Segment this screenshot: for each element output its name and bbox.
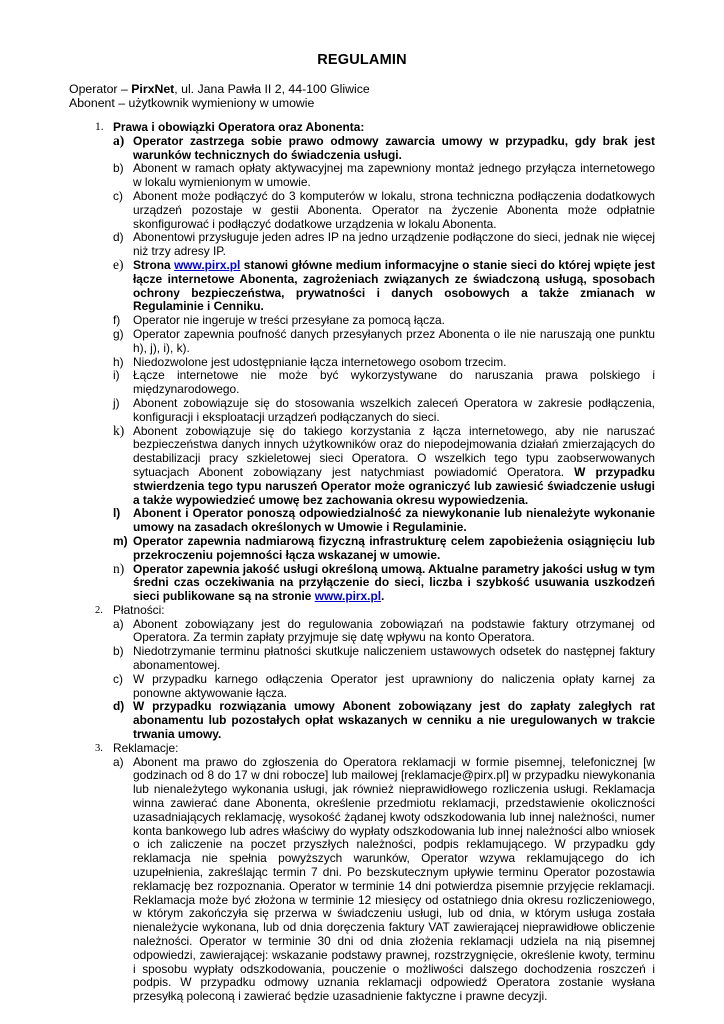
item-text: Abonent i Operator ponoszą odpowiedzialność za niewykonanie lub nienależyte wykonanie umowy na zasadach określonych w Umowie i Regulaminie. (133, 506, 655, 535)
item-label: n) (113, 560, 125, 576)
list-item (113, 397, 655, 425)
operator-line (69, 82, 370, 96)
item-text-post: . (381, 589, 385, 604)
section-title: Prawa i obowiązki Operatora oraz Abonenta: (113, 120, 365, 134)
item-label: a) (113, 616, 124, 631)
section-number: 3. (95, 742, 103, 754)
item-label: m) (113, 533, 128, 548)
list-item (113, 314, 655, 328)
page-title: REGULAMIN (317, 52, 407, 68)
item-text: Operator zapewnia poufność danych przesyłanych przez Abonenta o ile nie naruszają one punktu h), j), i), k). (133, 326, 655, 355)
item-text: Abonent zobowiązuje się do takiego korzystania z łącza internetowego, aby nie naruszać bezpieczeństwa danych innych użytkowników oraz do niepodejmowania działań zmierzających do destabilizacji pracy szkieletowej sieci Operatora. O wszelkich tego typu zaobserwowanych sytuacjach Abonent zobowiązany jest natychmiast powiadomić Operatora. (133, 423, 655, 479)
item-label: c) (113, 188, 123, 203)
item-text-pre: Operator zapewnia jakość usługi określoną umową. Aktualne parametry jakości usług w tym średni czas oczekiwania na przyłączenie do sieci, liczba i szybkość usuwania uszkodzeń sieci publikowane są na stronie (133, 561, 655, 604)
list-item (113, 162, 655, 190)
item-label: j) (113, 395, 120, 410)
list-item (113, 618, 655, 646)
list-item (113, 369, 655, 397)
section-number: 2. (95, 604, 103, 616)
list-item (113, 756, 655, 1004)
list-item (113, 356, 655, 370)
list-item (113, 231, 655, 259)
section-payments (69, 604, 655, 742)
section-complaints (69, 742, 655, 1004)
section-number: 1. (95, 121, 104, 133)
list-item (113, 132, 655, 163)
list-item (113, 256, 655, 314)
item-label: k) (113, 422, 125, 438)
list-item (113, 560, 655, 604)
item-text: W przypadku rozwiązania umowy Abonent zobowiązany jest do zapłaty zaległych rat abonamentu lub pozostałych opłat wskazanych w cenniku a nie uregulowanych w trakcie trwania umowy. (133, 699, 655, 742)
item-label: h) (113, 354, 124, 369)
regulations-list (69, 121, 655, 1004)
list-item (113, 507, 655, 535)
item-text: Łącze internetowe nie może być wykorzystywane do naruszania prawa polskiego i międzynarodowego. (133, 368, 655, 397)
item-text: Abonent ma prawo do zgłoszenia do Operatora reklamacji w formie pisemnej, telefonicznej [w godzinach od 8 do 17 w dni robocze] lub mailowej [reklamacje@pirx.pl] w przypadku niewykonania lub nienależytego wykonania usługi, jak również nieprawidłowego rozliczenia usługi. Reklamacja winna zawierać dane Abonenta, określenie przedmiotu reklamacji, przedstawienie okoliczności uzasadniających reklamację, wysokość żądanej kwoty odszkodowania lub innej należności, numer konta bankowego lub adres właściwy do wypłaty odszkodowania lub innej należności albo wniosek o ich zaliczenie na poczet przyszłych należności, podpis reklamującego. W przypadku gdy reklamacja nie spełnia powyższych warunków, Operator wzywa reklamującego do ich uzupełnienia, zakreślając termin 7 dni. Po bezskutecznym upływie terminu Operator pozostawia reklamację bez rozpoznania. Operator w terminie 14 dni potwierdza pisemnie przyjęcie reklamacji. Reklamacja może być złożona w terminie 12 miesięcy od ostatniego dnia okresu rozliczeniowego, w którym zakończyła się przerwa w świadczeniu usługi, lub od dnia, w którym usługa została nienależycie wykonana, lub od dnia doręczenia faktury VAT zawierającej nieprawidłowe obliczenie należności. Operator w terminie 30 dni od dnia złożenia reklamacji udziela na nią pisemnej odpowiedzi, zawierającej: wskazanie podstawy prawnej, rozstrzygnięcie, określenie kwoty, terminu i sposobu wypłaty odszkodowania, pouczenie o możliwości dalszego dochodzenia roszczeń i podpis. W przypadku odmowy uznania reklamacji odpowiedź Operatora zostanie wysłana przesyłką poleconą i zawierać będzie uzasadnienie faktyczne i prawne decyzji. (133, 754, 655, 1004)
operator-prefix: Operator – (69, 82, 132, 96)
section-rights (69, 121, 655, 604)
list-item (113, 700, 655, 741)
list-item (113, 673, 655, 701)
item-label: b) (113, 644, 124, 659)
section-title: Płatności: (113, 602, 165, 617)
list-item (113, 328, 655, 356)
abonent-line: Abonent – użytkownik wymieniony w umowie (69, 96, 315, 110)
item-label: c) (113, 671, 123, 686)
item-text: Operator zapewnia nadmiarową fizyczną infrastrukturę celem zapobieżenia osiągnięciu lub przekroczeniu pojemności łącza wskazanej w umowie. (133, 533, 655, 562)
website-link[interactable]: www.pirx.pl (314, 589, 382, 604)
operator-name: PirxNet (131, 82, 175, 96)
item-text: Niedozwolone jest udostępnianie łącza internetowego osobom trzecim. (133, 354, 507, 369)
item-label: f) (113, 313, 121, 328)
list-item (113, 190, 655, 231)
operator-address: , ul. Jana Pawła II 2, 44-100 Gliwice (174, 82, 370, 96)
item-text: Operator zastrzega sobie prawo odmowy zawarcia umowy w przypadku, gdy brak jest warunków technicznych do świadczenia usługi. (133, 133, 655, 162)
item-label: e) (113, 256, 124, 272)
item-text: Niedotrzymanie terminu płatności skutkuje naliczeniem ustawowych odsetek do następnej faktury abonamentowej. (133, 644, 655, 673)
list-item (113, 645, 655, 673)
item-text-pre: Strona (133, 257, 175, 272)
website-link[interactable]: www.pirx.pl (174, 257, 241, 272)
section-title: Reklamacje: (113, 740, 179, 755)
item-text: Abonent może podłączyć do 3 komputerów w lokalu, strona techniczna podłączenia dodatkowych urządzeń pozostaje w gestii Abonenta. Operator na życzenie Abonenta może odpłatnie skonfigurować i podłączyć dodatkowe urządzenia w lokalu Abonenta. (133, 188, 655, 231)
item-text: Abonent zobowiązany jest do regulowania zobowiązań na podstawie faktury otrzymanej od Operatora. Za termin zapłaty przyjmuje się datę wpływu na konto Operatora. (133, 616, 655, 645)
item-label: d) (113, 230, 124, 245)
item-label: g) (113, 326, 124, 341)
item-label: i) (113, 368, 120, 383)
item-text: Abonent w ramach opłaty aktywacyjnej ma zapewniony montaż jednego przyłącza internetowego w lokalu wymienionym w umowie. (133, 161, 655, 190)
item-text: Operator nie ingeruje w treści przesyłane za pomocą łącza. (133, 313, 445, 328)
list-item (113, 535, 655, 563)
item-label: l) (113, 506, 121, 521)
item-label: a) (113, 754, 124, 769)
item-label: b) (113, 161, 124, 176)
item-label: d) (113, 699, 125, 714)
item-label: a) (113, 132, 125, 148)
item-text-bold: W przypadku stwierdzenia tego typu naruszeń Operator może ograniczyć lub zawiesić świadczenie usługi a także wypowiedzieć umowę bez zachowania okresu wypowiedzenia. (133, 464, 655, 507)
item-text-post: stanowi główne medium informacyjne o stanie sieci do której wpięte jest łącze internetowe Abonenta, zagrożeniach związanych ze świadczoną usługą, sposobach ochrony bezpieczeństwa, prywatności i danych osobowych a także zmianach w Regulaminie i Cenniku. (133, 257, 655, 314)
item-text: W przypadku karnego odłączenia Operator jest uprawniony do naliczenia opłaty karnej za ponowne aktywowanie łącza. (133, 671, 655, 700)
list-item (113, 422, 655, 508)
item-text: Abonent zobowiązuje się do stosowania wszelkich zaleceń Operatora w zakresie podłączenia, konfiguracji i eksploatacji urządzeń podłączanych do sieci. (133, 395, 655, 424)
item-text: Abonentowi przysługuje jeden adres IP na jedno urządzenie podłączone do sieci, jednak nie więcej niż trzy adresy IP. (133, 230, 655, 259)
